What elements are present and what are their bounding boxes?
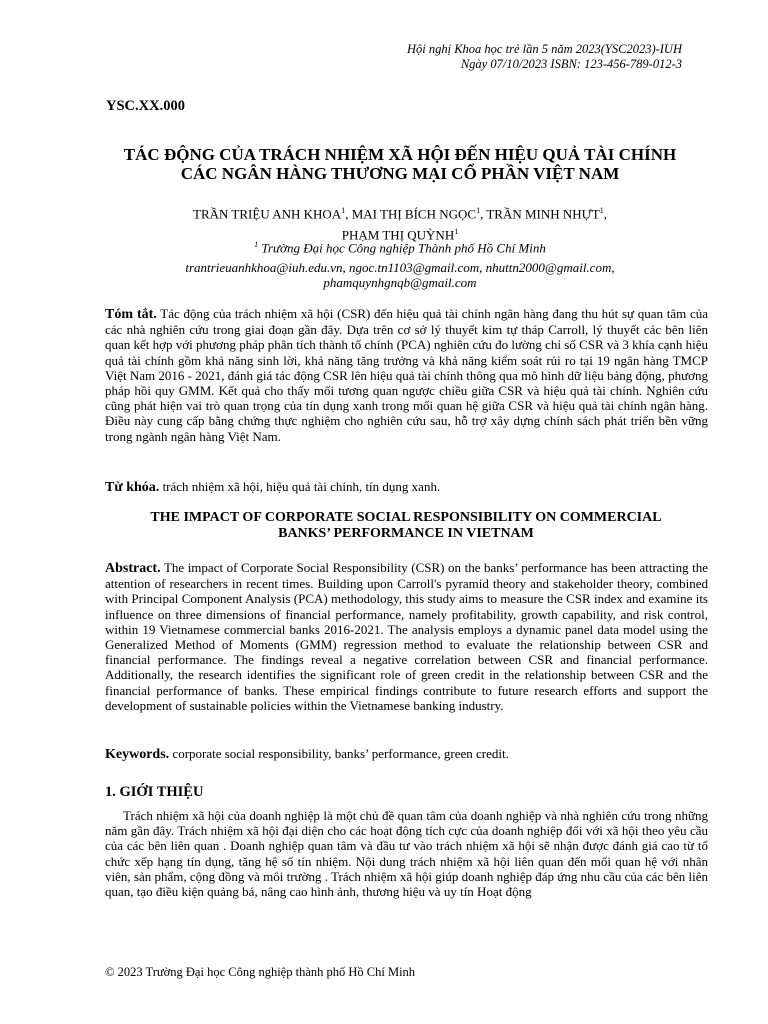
title-vi-line2: CÁC NGÂN HÀNG THƯƠNG MẠI CỔ PHẦN VIỆT NAM <box>180 164 620 183</box>
abstract-en-label: Abstract. <box>105 561 161 576</box>
keywords-vi-text: trách nhiệm xã hội, hiệu quả tài chính, tín dụng xanh. <box>162 479 441 494</box>
abstract-english <box>105 560 708 713</box>
title-vi-line1: TÁC ĐỘNG CỦA TRÁCH NHIỆM XÃ HỘI ĐẾN HIỆU QUẢ TÀI CHÍNH <box>123 145 677 164</box>
title-en-line2: BANKS’ PERFORMANCE IN VIETNAM <box>278 526 534 541</box>
affiliation-mark: 1 <box>599 206 604 215</box>
page-footer: © 2023 Trường Đại học Công nghiệp thành phố Hồ Chí Minh <box>105 965 416 979</box>
affiliation-name: Trường Đại học Công nghiệp Thành phố Hồ Chí Minh <box>261 240 546 256</box>
author-list <box>90 202 710 245</box>
introduction-text: Trách nhiệm xã hội của doanh nghiệp là một chủ đề quan tâm của doanh nghiệp và nhà nghiên cứu trong những năm gần đây. Trách nhiệm xã hội đại diện cho các hoạt động tích cực của doanh nghiệp đối với xã hội theo yêu cầu của các bên liên quan . Doanh nghiệp quan tâm và đầu tư vào trách nhiệm xã hội sẽ nhận được đánh giá cao từ tổ chức xếp hạng tín dụng, tăng hệ số tín nhiệm. Nội dung trách nhiệm xã hội liên quan đến mối quan hệ với nhân viên, sản phẩm, cộng đồng và môi trường . Trách nhiệm xã hội giúp doanh nghiệp đáp ứng nhu cầu của các bên liên quan, tạo điều kiện quảng bá, nâng cao hình ảnh, thương hiệu và uy tín Hoạt động <box>105 808 708 900</box>
abstract-vi-text: Tác động của trách nhiệm xã hội (CSR) đến hiệu quả tài chính ngân hàng đang thu hút sự quan tâm của các nhà nghiên cứu trong giai đoạn gần đây. Dựa trên cơ sở lý thuyết kim tự tháp Carroll, lý thuyết các bên liên quan kết hợp với phương pháp phân tích thành tố chính (PCA) nghiên cứu đo lường chỉ số CSR và 3 khía cạnh hiệu quả tài chính gồm khả năng sinh lời, khả năng tăng trưởng và khả năng kiểm soát rủi ro tại 19 ngân hàng TMCP Việt Nam 2016 - 2021, đánh giá tác động CSR lên hiệu quả tài chính thông qua mô hình dữ liệu bảng động, phương pháp hồi quy GMM. Kết quả cho thấy mối tương quan ngược chiều giữa CSR và hiệu quả tài chính. Nghiên cứu cũng phát hiện vai trò quan trọng của tín dụng xanh trong mối quan hệ giữa CSR và hiệu quả tài chính ngân hàng. Điều này cung cấp bằng chứng thực nghiệm cho nghiên cứu sau, hỗ trợ xây dựng chính sách phát triển bền vững trong ngành ngân hàng Việt Nam. <box>105 306 709 444</box>
title-en-line1: THE IMPACT OF CORPORATE SOCIAL RESPONSIBILITY ON COMMERCIAL <box>150 510 662 525</box>
keywords-en-label: Keywords. <box>105 747 170 762</box>
emails-line2: phamquynhgnqb@gmail.com <box>323 275 477 290</box>
conference-name: Hội nghị Khoa học trẻ lần 5 năm 2023(YSC2023)-IUH <box>407 42 682 56</box>
emails-line1: trantrieuanhkhoa@iuh.edu.vn, ngoc.tn1103@gmail.com, nhuttn2000@gmail.com, <box>185 260 615 275</box>
introduction-paragraph <box>105 808 708 899</box>
affiliation-mark: 1 <box>476 206 481 215</box>
affiliation-mark: 1 <box>254 240 259 249</box>
keywords-english <box>105 746 708 762</box>
author-name: TRẦN MINH NHỰT <box>486 206 600 222</box>
author-name: PHẠM THỊ QUỲNH <box>341 227 455 243</box>
section-heading: 1. GIỚI THIỆU <box>105 784 204 800</box>
paper-code: YSC.XX.000 <box>106 98 185 114</box>
keywords-vietnamese <box>105 479 708 495</box>
abstract-vi-label: Tóm tắt. <box>105 307 157 322</box>
conference-date-isbn: Ngày 07/10/2023 ISBN: 123-456-789-012-3 <box>460 57 682 71</box>
title-vietnamese <box>90 145 710 183</box>
abstract-vietnamese <box>105 306 708 444</box>
title-english <box>90 510 722 542</box>
keywords-en-text: corporate social responsibility, banks’ performance, green credit. <box>172 746 509 761</box>
author-name: MAI THỊ BÍCH NGỌC <box>351 206 477 222</box>
affiliation <box>90 240 710 256</box>
author-name: TRẦN TRIỆU ANH KHOA <box>193 206 342 222</box>
authors-line1: TRẦN TRIỆU ANH KHOA$^1$, MAI THỊ BÍCH NGỌC$^1$, TRẦN MINH NHỰT$^1$, <box>193 206 607 222</box>
keywords-vi-label: Từ khóa. <box>105 480 160 495</box>
conference-header <box>407 42 682 72</box>
affiliation-mark: 1 <box>341 206 346 215</box>
affiliation-mark: 1 <box>454 227 459 237</box>
abstract-en-text: The impact of Corporate Social Responsibility (CSR) on the banks’ performance has been attracting the attention of researchers in recent times. Building upon Carroll's pyramid theory and stakeholder theory, combined with Principal Component Analysis (PCA) methodology, this study aims to measure the CSR index and examine its influence on three dimensions of financial performance, namely profitability, growth capability, and risk control, within 19 Vietnamese commercial banks 2016-2021. The analysis employs a dynamic panel data model using the Generalized Method of Moments (GMM) regression method to evaluate the relationship between CSR and financial performance. The findings reveal a negative correlation between CSR and financial performance. Additionally, the research identifies the significant role of green credit in the relationship between CSR and the financial performance of banks. These empirical findings contribute to future research efforts and support the development of sustainable policies within the Vietnamese banking industry. <box>105 560 708 713</box>
author-emails <box>90 260 710 290</box>
